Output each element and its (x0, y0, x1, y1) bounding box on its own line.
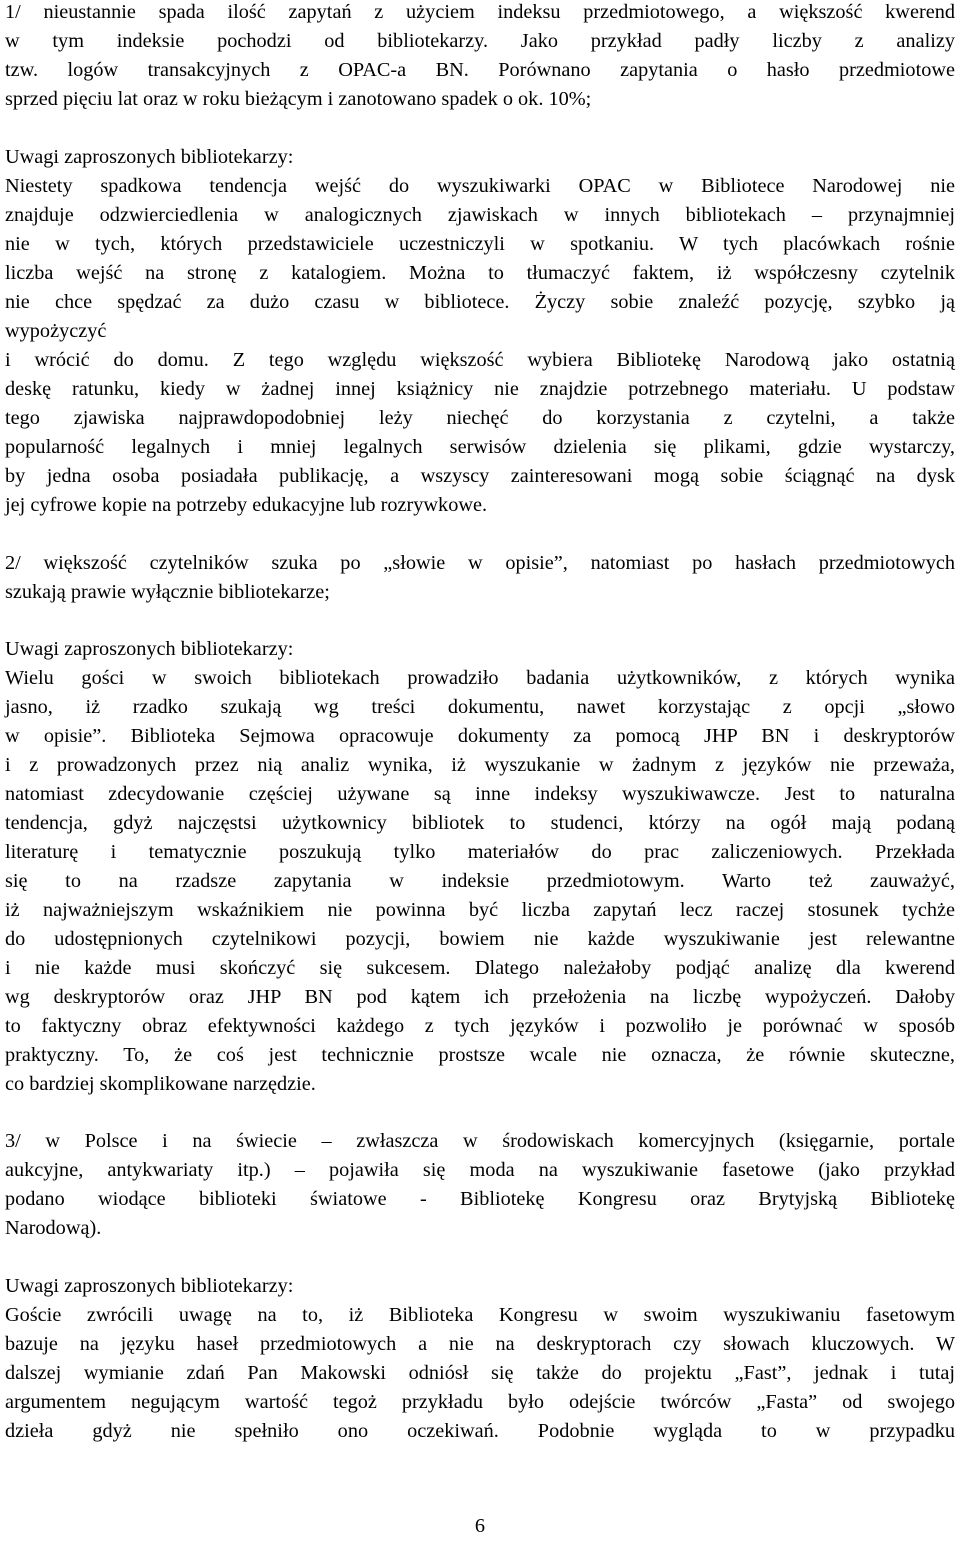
text-line: Wielu gości w swoich bibliotekach prowadziło badania użytkowników, z których wynika (5, 667, 955, 689)
text-line: by jedna osoba posiadała publikację, a wszyscy zainteresowani mogą sobie ściągnąć na dysk (5, 465, 955, 487)
section-heading: Uwagi zaproszonych bibliotekarzy: (5, 146, 294, 168)
text-line: praktyczny. To, że coś jest technicznie prostsze wcale nie oznacza, że równie skuteczne, (5, 1044, 955, 1066)
text-line: i wrócić do domu. Z tego względu większość wybiera Bibliotekę Narodową jako ostatnią (5, 349, 955, 371)
text-line: Goście zwrócili uwagę na to, iż Biblioteka Kongresu w swoim wyszukiwaniu fasetowym (5, 1304, 955, 1326)
section-heading: Uwagi zaproszonych bibliotekarzy: (5, 1275, 294, 1297)
text-line: natomiast zdecydowanie częściej używane są inne indeksy wyszukiwawcze. Jest to naturalna (5, 783, 955, 805)
text-line: literaturę i tematycznie poszukują tylko materiałów do prac zaliczeniowych. Przekłada (5, 841, 955, 863)
text-line: tego zjawiska najprawdopodobniej leży niechęć do korzystania z czytelni, a także (5, 407, 955, 429)
text-line: jej cyfrowe kopie na potrzeby edukacyjne lub rozrywkowe. (5, 494, 488, 516)
text-line: podano wiodące biblioteki światowe - Bibliotekę Kongresu oraz Brytyjską Bibliotekę (5, 1188, 955, 1210)
text-line: nie chce spędzać za dużo czasu w bibliotece. Życzy sobie znaleźć pozycję, szybko ją (5, 291, 955, 313)
text-line: bazuje na języku haseł przedmiotowych a nie na deskryptorach czy słowach kluczowych. W (5, 1333, 955, 1355)
text-line: i z prowadzonych przez nią analiz wynika, iż wyszukanie w żadnym z języków nie przeważa, (5, 754, 955, 776)
text-line: sprzed pięciu lat oraz w roku bieżącym i zanotowano spadek o ok. 10%; (5, 88, 592, 110)
text-line: znajduje odzwierciedlenia w analogicznych zjawiskach w innych bibliotekach – przynajmniej (5, 204, 955, 226)
text-line: w opisie”. Biblioteka Sejmowa opracowuje dokumenty za pomocą JHP BN i deskryptorów (5, 725, 955, 747)
text-line: dalszej wymianie zdań Pan Makowski odniósł się także do projektu „Fast”, jednak i tutaj (5, 1362, 955, 1384)
text-line: dzieła gdyż nie spełniło ono oczekiwań. Podobnie wygląda to w przypadku (5, 1420, 955, 1442)
text-line: 3/ w Polsce i na świecie – zwłaszcza w środowiskach komercyjnych (księgarnie, portale (5, 1130, 955, 1152)
text-line: wypożyczyć (5, 320, 107, 342)
text-line: wg deskryptorów oraz JHP BN pod kątem ich przełożenia na liczbę wypożyczeń. Dałoby (5, 986, 955, 1008)
section-heading: Uwagi zaproszonych bibliotekarzy: (5, 638, 294, 660)
text-line: deskę ratunku, kiedy w żadnej innej książnicy nie znajdzie potrzebnego materiału. U podstaw (5, 378, 955, 400)
text-line: się to na rzadsze zapytania w indeksie przedmiotowym. Warto też zauważyć, (5, 870, 955, 892)
text-line: tzw. logów transakcyjnych z OPAC-a BN. Porównano zapytania o hasło przedmiotowe (5, 59, 955, 81)
text-line: iż najważniejszym wskaźnikiem nie powinna być liczba zapytań lecz raczej stosunek tychże (5, 899, 955, 921)
text-line: w tym indeksie pochodzi od bibliotekarzy. Jako przykład padły liczby z analizy (5, 30, 955, 52)
text-line: liczba wejść na stronę z katalogiem. Można to tłumaczyć faktem, iż współczesny czytelnik (5, 262, 955, 284)
text-line: argumentem negującym wartość tegoż przykładu było odejście twórców „Fasta” od swojego (5, 1391, 955, 1413)
text-line: 1/ nieustannie spada ilość zapytań z użyciem indeksu przedmiotowego, a większość kwerend (5, 1, 955, 23)
page-number: 6 (474, 1515, 486, 1537)
text-line: szukają prawie wyłącznie bibliotekarze; (5, 581, 330, 603)
text-line: jasno, iż rzadko szukają wg treści dokumentu, nawet korzystając z opcji „słowo (5, 696, 955, 718)
text-line: to faktyczny obraz efektywności każdego z tych języków i pozwoliło je porównać w sposób (5, 1015, 955, 1037)
text-line: Niestety spadkowa tendencja wejść do wyszukiwarki OPAC w Bibliotece Narodowej nie (5, 175, 955, 197)
text-line: nie w tych, których przedstawiciele uczestniczyli w spotkaniu. W tych placówkach rośnie (5, 233, 955, 255)
text-line: co bardziej skomplikowane narzędzie. (5, 1073, 316, 1095)
text-line: popularność legalnych i mniej legalnych serwisów dzielenia się plikami, gdzie wystarczy, (5, 436, 955, 458)
text-line: tendencja, gdyż najczęstsi użytkownicy bibliotek to studenci, którzy na ogół mają podaną (5, 812, 955, 834)
text-line: 2/ większość czytelników szuka po „słowie w opisie”, natomiast po hasłach przedmiotowych (5, 552, 955, 574)
text-line: Narodową). (5, 1217, 102, 1239)
text-line: aukcyjne, antykwariaty itp.) – pojawiła się moda na wyszukiwanie fasetowe (jako przykład (5, 1159, 955, 1181)
text-line: i nie każde musi skończyć się sukcesem. Dlatego należałoby podjąć analizę dla kwerend (5, 957, 955, 979)
text-line: do udostępnionych czytelnikowi pozycji, bowiem nie każde wyszukiwanie jest relewantne (5, 928, 955, 950)
